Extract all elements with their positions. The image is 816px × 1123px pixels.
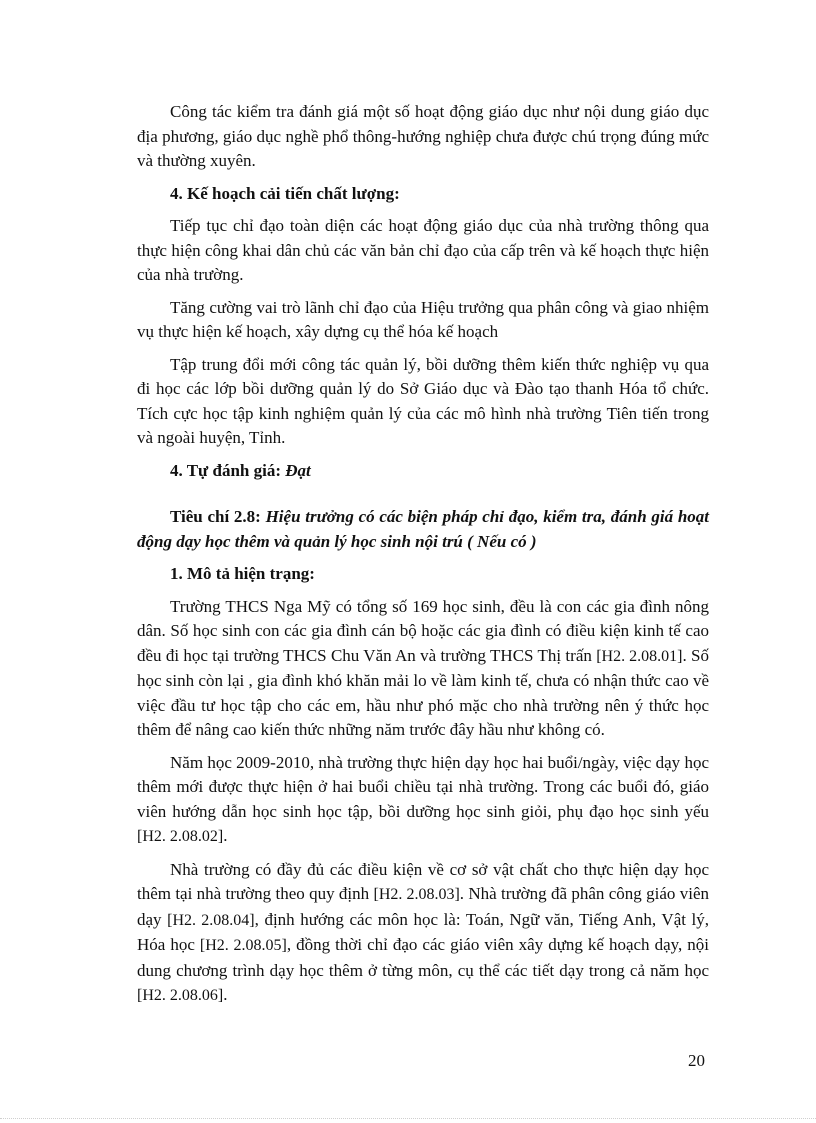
- status-3-text-b: . Nhà trường đã phân công giáo viên dạy: [137, 884, 710, 929]
- status-1-text-b: . Số học sinh còn lại , gia đình khó khăn mải lo về làm kinh tế, chưa có nhận thức cao về việc đầu tư học tập cho các em, hầu như phó mặc cho nhà trường nên ý thức học thêm để nâng cao kiến thức những năm trước đây hầu như không có.: [137, 645, 709, 739]
- status-3-text-c: , định hướng các môn học là: Toán, Ngữ văn, Tiếng Anh, Vật lý, Hóa học: [137, 909, 710, 954]
- status-3-text-e: .: [223, 985, 228, 1004]
- footer-divider: [0, 1118, 816, 1119]
- evidence-ref-2: [H2. 2.08.02]: [137, 828, 224, 845]
- page-content: [137, 100, 709, 1017]
- status-3-text-d: , đồng thời chỉ đạo các giáo viên xây dựng kế hoạch dạy, nội dung chương trình dạy học thêm ở từng môn, cụ thể các tiết dạy trong cả năm học: [137, 935, 709, 980]
- paragraph-plan-2: Tăng cường vai trò lãnh chỉ đạo của Hiệu trưởng qua phân công và giao nhiệm vụ thực hiện kế hoạch, xây dựng cụ thể hóa kế hoạch: [137, 297, 709, 341]
- paragraph-plan-3: Tập trung đổi mới công tác quản lý, bồi dưỡng thêm kiến thức nghiệp vụ qua đi học các lớp bồi dưỡng quản lý do Sở Giáo dục và Đào tạo thanh Hóa tổ chức. Tích cực học tập kinh nghiệm quản lý của các mô hình nhà trường Tiên tiến trong và ngoài huyện, Tỉnh.: [137, 354, 709, 447]
- paragraph-plan-1: Tiếp tục chỉ đạo toàn diện các hoạt động giáo dục của nhà trường thông qua thực hiện công khai dân chủ các văn bản chỉ đạo của cấp trên và kế hoạch thực hiện của nhà trường.: [137, 216, 709, 284]
- paragraph-status-2: [137, 751, 709, 850]
- self-assessment-value: Đạt: [285, 460, 311, 480]
- criterion-text: Hiệu trưởng có các biện pháp chỉ đạo, kiểm tra, đánh giá hoạt động dạy học thêm và quản lý học sinh nội trú ( Nếu có ): [137, 507, 710, 551]
- heading-current-status: 1. Mô tả hiện trạng:: [170, 564, 315, 583]
- criterion-label: Tiêu chí 2.8:: [170, 507, 266, 526]
- criterion-title: [137, 505, 709, 554]
- paragraph-status-1: [137, 595, 709, 743]
- evidence-ref-4: [H2. 2.08.04]: [167, 911, 255, 929]
- status-2-text-b: .: [223, 826, 228, 845]
- heading-improvement-plan: 4. Kế hoạch cải tiến chất lượng:: [170, 183, 400, 203]
- evidence-ref-1: [H2. 2.08.01]: [596, 647, 683, 665]
- evidence-ref-5: [H2. 2.08.05]: [199, 937, 287, 954]
- status-2-text-a: Năm học 2009-2010, nhà trường thực hiện dạy học hai buổi/ngày, việc dạy học thêm mới được thực hiện ở hai buổi chiều tại nhà trường. Trong các buổi đó, giáo viên hướng dẫn học sinh học tập, bồi dưỡng học sinh giỏi, phụ đạo học sinh yếu: [137, 752, 709, 821]
- spacer: [137, 491, 709, 505]
- paragraph-assessment-note: Công tác kiểm tra đánh giá một số hoạt động giáo dục như nội dung giáo dục địa phương, giáo dục nghề phổ thông-hướng nghiệp chưa được chú trọng đúng mức và thường xuyên.: [137, 102, 709, 170]
- self-assessment: [137, 459, 709, 484]
- self-assessment-label: 4. Tự đánh giá:: [170, 460, 286, 480]
- evidence-ref-3: [H2. 2.08.03]: [373, 886, 460, 903]
- page-number: 20: [688, 1051, 705, 1070]
- evidence-ref-6: [H2. 2.08.06]: [137, 987, 224, 1004]
- paragraph-status-3: [137, 858, 709, 1009]
- status-1-text-a: Trường THCS Nga Mỹ có tổng số 169 học sinh, đều là con các gia đình nông dân. Số học sinh con các gia đình cán bộ hoặc các gia đình có điều kiện kinh tế cao đều đi học tại trường THCS Chu Văn An và trường THCS Thị trấn: [137, 596, 709, 665]
- status-3-text-a: Nhà trường có đầy đủ các điều kiện về cơ sở vật chất cho thực hiện dạy học thêm tại nhà trường theo quy định: [137, 859, 709, 903]
